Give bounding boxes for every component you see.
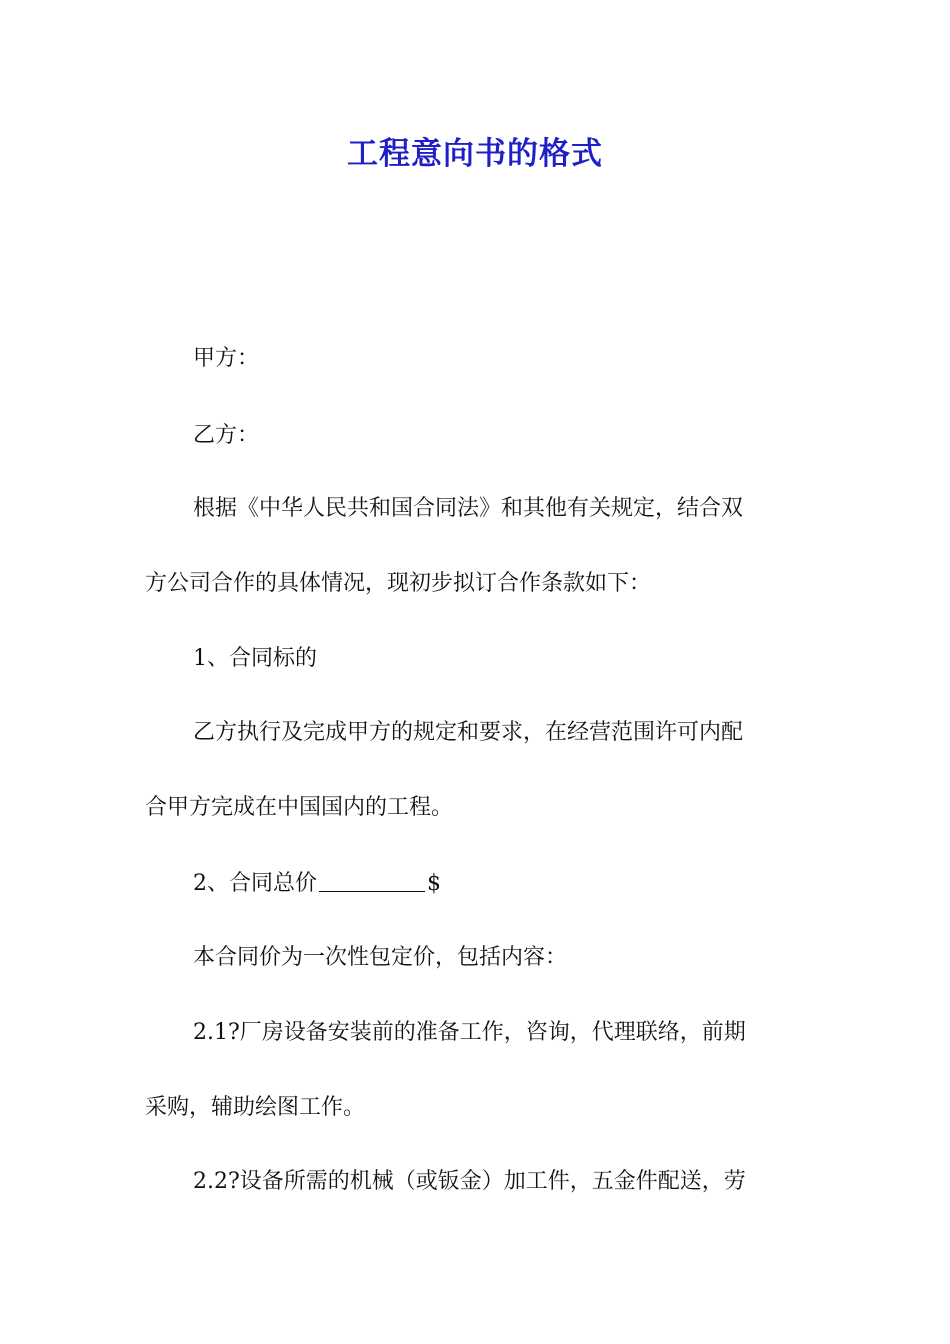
intro-paragraph-line-1: 根据《中华人民共和国合同法》和其他有关规定，结合双 xyxy=(193,496,744,521)
section-1-heading: 1、合同标的 xyxy=(193,646,317,671)
party-a-label: 甲方： xyxy=(193,346,260,371)
item-2-1-line-2: 采购，辅助绘图工作。 xyxy=(145,1095,366,1120)
section-1-line-2: 合甲方完成在中国国内的工程。 xyxy=(145,795,454,820)
section-2-heading xyxy=(193,869,441,899)
document-title: 工程意向书的格式 xyxy=(347,136,603,172)
item-2-2-line-1: 2.2?设备所需的机械（或钣金）加工件，五金件配送，劳 xyxy=(193,1169,746,1194)
currency-symbol: $ xyxy=(427,871,441,896)
section-2-intro: 本合同价为一次性包定价，包括内容： xyxy=(193,945,568,970)
party-b-label: 乙方： xyxy=(193,423,260,448)
intro-paragraph-line-2: 方公司合作的具体情况，现初步拟订合作条款如下： xyxy=(145,571,652,596)
price-blank-field xyxy=(319,869,425,892)
section-1-line-1: 乙方执行及完成甲方的规定和要求，在经营范围许可内配 xyxy=(193,720,744,745)
section-2-heading-text: 2、合同总价 xyxy=(193,871,317,896)
item-2-1-line-1: 2.1?厂房设备安装前的准备工作，咨询，代理联络，前期 xyxy=(193,1020,746,1045)
